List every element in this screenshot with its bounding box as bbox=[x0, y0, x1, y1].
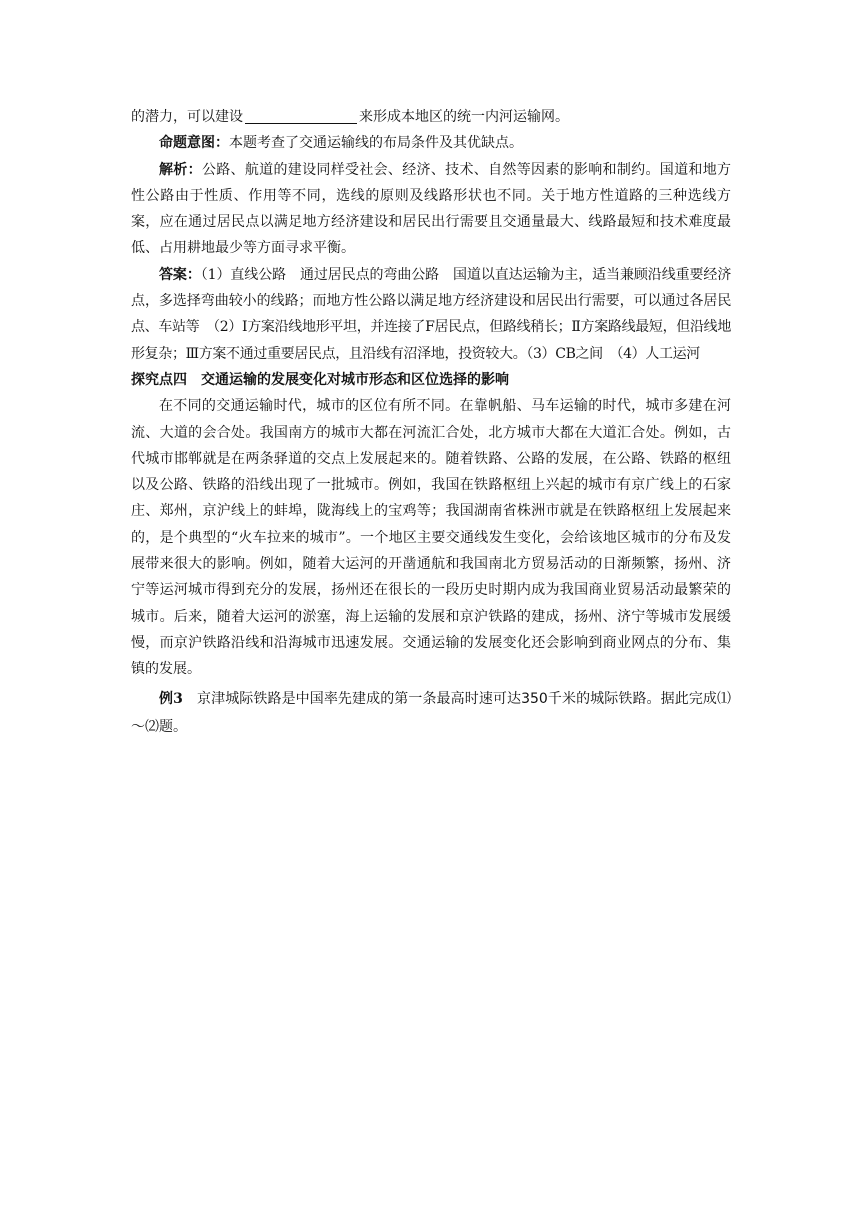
question-tail-after: 来形成本地区的统一内河运输网。 bbox=[359, 109, 569, 125]
intent-text: 本题考查了交通运输线的布局条件及其优缺点。 bbox=[229, 135, 523, 152]
answer-label: 答案： bbox=[159, 266, 201, 283]
intent-paragraph bbox=[131, 130, 731, 156]
example-label: 例3 bbox=[159, 690, 183, 707]
question-tail bbox=[131, 104, 731, 130]
document-content bbox=[131, 104, 731, 741]
example-text: 京津城际铁路是中国率先建成的第一条最高时速可达350千米的城际铁路。据此完成⑴～⑵题。 bbox=[131, 690, 731, 735]
intent-label: 命题意图： bbox=[159, 135, 229, 152]
answer-blank bbox=[245, 109, 357, 124]
analysis-paragraph bbox=[131, 157, 731, 262]
analysis-text: 公路、航道的建设同样受社会、经济、技术、自然等因素的影响和制约。国道和地方性公路由于性质、作用等不同，选线的原则及线路形状也不同。关于地方性道路的三种选线方案，应在通过居民点以满足地方经济建设和居民出行需要且交通量最大、线路最短和技术难度最低、占用耕地最少等方面寻求平衡。 bbox=[131, 161, 732, 257]
section-body: 在不同的交通运输时代，城市的区位有所不同。在靠帆船、马车运输的时代，城市多建在河流、大道的会合处。我国南方的城市大都在河流汇合处，北方城市大都在大道汇合处。例如，古代城市邯郸就是在两条驿道的交点上发展起来的。随着铁路、公路的发展，在公路、铁路的枢纽以及公路、铁路的沿线出现了一批城市。例如，我国在铁路枢纽上兴起的城市有京广线上的石家庄、郑州，京沪线上的蚌埠，陇海线上的宝鸡等；我国湖南省株洲市就是在铁路枢纽上发展起来的，是个典型的“火车拉来的城市”。一个地区主要交通线发生变化，会给该地区城市的分布及发展带来很大的影响。例如，随着大运河的开凿通航和我国南北方贸易活动的日渐频繁，扬州、济宁等运河城市得到充分的发展，扬州还在很长的一段历史时期内成为我国商业贸易活动最繁荣的城市。后来，随着大运河的淤塞，海上运输的发展和京沪铁路的建成，扬州、济宁等城市发展缓慢，而京沪铁路沿线和沿海城市迅速发展。交通运输的发展变化还会影响到商业网点的分布、集镇的发展。 bbox=[131, 398, 731, 678]
example-paragraph bbox=[131, 685, 731, 741]
answer-text: （1）直线公路 通过居民点的弯曲公路 国道以直达运输为主，适当兼顾沿线重要经济点，多选择弯曲较小的线路；而地方性公路以满足地方经济建设和居民出行需要，可以通过各居民点、车站等 （2）Ⅰ方案沿线地形平坦，并连接了F居民点，但路线稍长；Ⅱ方案路线最短，但沿线地形复杂；Ⅲ方案不通过重要居民点，且沿线有沼泽地，投资较大。（3）CB之间 （4）人工运河 bbox=[131, 266, 731, 362]
question-tail-before: 的潜力，可以建设 bbox=[131, 109, 243, 125]
answer-paragraph bbox=[131, 262, 731, 367]
section-heading: 探究点四 交通运输的发展变化对城市形态和区位选择的影响 bbox=[131, 371, 509, 388]
analysis-label: 解析： bbox=[159, 161, 202, 178]
